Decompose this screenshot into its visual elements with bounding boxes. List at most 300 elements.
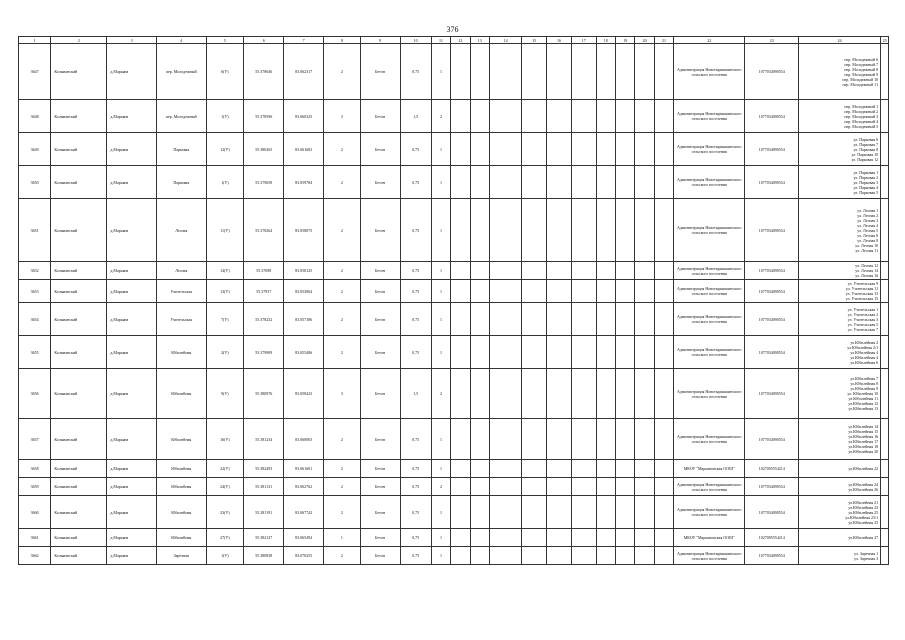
cell-inn: 1077034090554 [745, 280, 799, 303]
cell-empty [451, 419, 470, 460]
cell-c11: 1 [431, 460, 450, 478]
cell-settlement: д.Марьяна [107, 133, 157, 166]
cell-empty [451, 166, 470, 199]
cell-street: Парковая [156, 166, 206, 199]
cell-lon: 83.065494 [284, 529, 324, 547]
cell-empty [571, 166, 596, 199]
column-number-cell: 23 [745, 37, 799, 44]
cell-num: 3656 [19, 369, 51, 419]
cell-empty [470, 496, 489, 529]
cell-empty [489, 262, 521, 280]
cell-area: 0,75 [400, 547, 431, 565]
cell-num: 3661 [19, 529, 51, 547]
cell-empty [470, 460, 489, 478]
address-line: ул.Юбилейная 15 [848, 429, 879, 434]
cell-empty [616, 262, 635, 280]
cell-c8: 2 [324, 496, 361, 529]
address-line: ул. Лесная 12 [855, 263, 879, 268]
cell-empty [547, 303, 572, 336]
address-line: ул.Юбилейная 2 [850, 339, 879, 345]
cell-empty [616, 460, 635, 478]
cell-house: 11(У) [206, 199, 244, 262]
cell-street: Учительская [156, 303, 206, 336]
cell-lat: 55.378646 [244, 44, 284, 100]
cell-empty [451, 133, 470, 166]
cell-material: Бетон [360, 133, 400, 166]
cell-district: Колыванский [51, 336, 107, 369]
cell-district: Колыванский [51, 100, 107, 133]
cell-addresses [799, 44, 881, 100]
cell-num: 3657 [19, 419, 51, 460]
table-row [19, 280, 889, 303]
cell-owner: Администрация Новотырышкинского сельского поселения [674, 419, 745, 460]
address-line: ул. Учительская 1 [847, 306, 879, 312]
cell-empty [654, 478, 673, 496]
cell-empty [616, 100, 635, 133]
cell-lat: 55.379658 [244, 166, 284, 199]
cell-c8: 2 [324, 419, 361, 460]
cell-lon: 83.057186 [284, 303, 324, 336]
table-row [19, 133, 889, 166]
column-number-cell: 20 [635, 37, 654, 44]
cell-empty [571, 419, 596, 460]
cell-empty [489, 419, 521, 460]
address-line: ул. Лесная 5 [857, 227, 879, 233]
cell-lat: 55.380838 [244, 547, 284, 565]
cell-c8: 2 [324, 166, 361, 199]
cell-empty [616, 44, 635, 100]
cell-empty [596, 478, 615, 496]
column-number-cell: 11 [431, 37, 450, 44]
cell-lat: 55.37698 [244, 262, 284, 280]
cell-district: Колыванский [51, 460, 107, 478]
cell-addresses [799, 496, 881, 529]
cell-district: Колыванский [51, 199, 107, 262]
cell-area: 1,5 [400, 369, 431, 419]
cell-addresses [799, 336, 881, 369]
cell-material: Бетон [360, 460, 400, 478]
cell-empty [881, 460, 889, 478]
cell-lon: 83.061601 [284, 460, 324, 478]
cell-empty [881, 336, 889, 369]
cell-num: 3649 [19, 133, 51, 166]
cell-empty [547, 336, 572, 369]
table-row [19, 166, 889, 199]
registry-table [18, 36, 889, 565]
address-line: ул. Лесная 8 [857, 237, 879, 243]
cell-inn: 1077034090554 [745, 199, 799, 262]
cell-street: Учительская [156, 280, 206, 303]
cell-owner: Администрация Новотырышкинского сельского поселения [674, 496, 745, 529]
address-line: ул.Юбилейная 25 [848, 519, 879, 525]
address-line: ул.Юбилейная 4 [850, 354, 879, 360]
cell-lon: 83.060325 [284, 100, 324, 133]
address-line: ул. Лесная 16 [855, 273, 879, 278]
cell-owner: Администрация Новотырышкинского сельского поселения [674, 44, 745, 100]
cell-empty [596, 496, 615, 529]
cell-inn: 1077034090554 [745, 262, 799, 280]
cell-district: Колыванский [51, 303, 107, 336]
cell-c8: 2 [324, 336, 361, 369]
cell-material: Бетон [360, 280, 400, 303]
cell-num: 3652 [19, 262, 51, 280]
cell-addresses [799, 100, 881, 133]
cell-empty [596, 303, 615, 336]
cell-empty [616, 303, 635, 336]
cell-empty [522, 547, 547, 565]
cell-empty [635, 303, 654, 336]
cell-empty [522, 44, 547, 100]
cell-district: Колыванский [51, 478, 107, 496]
cell-empty [616, 496, 635, 529]
cell-street: Заречная [156, 547, 206, 565]
cell-empty [470, 262, 489, 280]
cell-empty [616, 547, 635, 565]
cell-addresses [799, 529, 881, 547]
address-line: пер. Молодежный 5 [844, 123, 879, 129]
page-number: 376 [446, 25, 459, 34]
address-line: ул. Учительская 7 [847, 326, 879, 332]
address-line: пер. Молодежный 2 [844, 108, 879, 114]
cell-settlement: д.Марьяна [107, 199, 157, 262]
cell-empty [547, 280, 572, 303]
cell-empty [451, 460, 470, 478]
cell-empty [596, 100, 615, 133]
address-line: ул.Юбилейная 7 [850, 376, 879, 381]
address-line: ул. Парковая 5 [853, 189, 879, 195]
cell-house: 13(У) [206, 280, 244, 303]
cell-empty [881, 262, 889, 280]
cell-owner: МКОУ "Марьяновская ООШ" [674, 460, 745, 478]
cell-house: 23(У) [206, 496, 244, 529]
cell-num: 3653 [19, 280, 51, 303]
cell-district: Колыванский [51, 496, 107, 529]
cell-material: Бетон [360, 100, 400, 133]
cell-empty [571, 133, 596, 166]
column-number-cell: 10 [400, 37, 431, 44]
cell-c11: 1 [431, 44, 450, 100]
cell-empty [522, 199, 547, 262]
cell-empty [654, 336, 673, 369]
cell-lat: 55.378264 [244, 199, 284, 262]
cell-street: пер. Молодежный [156, 44, 206, 100]
address-line: пер. Молодежный 1 [844, 103, 879, 109]
cell-num: 3648 [19, 100, 51, 133]
cell-inn: 1077034090554 [745, 419, 799, 460]
address-line: ул. Учительская 15 [845, 296, 879, 301]
table-row [19, 460, 889, 478]
cell-empty [522, 478, 547, 496]
cell-c8: 2 [324, 199, 361, 262]
column-number-cell: 24 [799, 37, 881, 44]
cell-empty [547, 100, 572, 133]
column-number-cell: 13 [470, 37, 489, 44]
cell-empty [654, 280, 673, 303]
cell-district: Колыванский [51, 44, 107, 100]
cell-area: 1,5 [400, 100, 431, 133]
cell-area: 0,75 [400, 478, 431, 496]
cell-empty [881, 547, 889, 565]
cell-empty [571, 460, 596, 478]
cell-empty [635, 460, 654, 478]
cell-lat: 55.379909 [244, 336, 284, 369]
address-line: ул. Учительская 2 [847, 311, 879, 317]
address-line: ул. Лесная 11 [855, 247, 879, 253]
cell-empty [489, 547, 521, 565]
cell-empty [470, 303, 489, 336]
address-line: ул. Лесная 4 [857, 222, 879, 228]
cell-empty [547, 166, 572, 199]
cell-num: 3650 [19, 166, 51, 199]
address-line: ул.Юбилейная 20 [848, 449, 879, 454]
cell-empty [489, 529, 521, 547]
cell-empty [571, 496, 596, 529]
cell-c8: 3 [324, 100, 361, 133]
cell-empty [489, 199, 521, 262]
cell-num: 3662 [19, 547, 51, 565]
table-row [19, 478, 889, 496]
cell-empty [881, 529, 889, 547]
cell-empty [470, 419, 489, 460]
address-line: ул. Парковая 3 [853, 179, 879, 185]
cell-inn: 1077034090554 [745, 100, 799, 133]
address-line: пер. Молодежный 11 [842, 81, 879, 87]
cell-c11: 1 [431, 303, 450, 336]
address-line: ул. Учительская 13 [845, 291, 879, 296]
cell-empty [489, 100, 521, 133]
address-line: ул.Юбилейная 13 [848, 406, 879, 411]
column-number-cell: 5 [206, 37, 244, 44]
address-line: ул. Заречная 1 [854, 550, 879, 556]
cell-lon: 83.062762 [284, 478, 324, 496]
cell-owner: Администрация Новотырышкинского сельского поселения [674, 199, 745, 262]
column-number-cell: 18 [596, 37, 615, 44]
cell-empty [654, 460, 673, 478]
cell-empty [881, 133, 889, 166]
cell-area: 0,75 [400, 303, 431, 336]
cell-empty [635, 133, 654, 166]
cell-empty [547, 133, 572, 166]
cell-c11: 1 [431, 133, 450, 166]
cell-empty [596, 44, 615, 100]
cell-c8: 2 [324, 303, 361, 336]
cell-empty [616, 336, 635, 369]
cell-empty [881, 44, 889, 100]
address-line: ул.Юбилейная 22 [848, 466, 879, 471]
cell-addresses [799, 133, 881, 166]
cell-lat: 55.37937 [244, 280, 284, 303]
cell-empty [522, 336, 547, 369]
cell-empty [522, 133, 547, 166]
cell-area: 0,75 [400, 280, 431, 303]
cell-empty [451, 478, 470, 496]
address-line: ул.Юбилейная 24 [848, 481, 879, 487]
cell-lat: 55.381234 [244, 419, 284, 460]
cell-empty [881, 419, 889, 460]
cell-lon: 83.059784 [284, 166, 324, 199]
address-line: пер. Молодежный 10 [842, 76, 879, 82]
cell-owner: Администрация Новотырышкинского сельского поселения [674, 369, 745, 419]
cell-c11: 1 [431, 547, 450, 565]
cell-empty [571, 529, 596, 547]
cell-c8: 2 [324, 547, 361, 565]
cell-empty [547, 460, 572, 478]
cell-lon: 83.060003 [284, 419, 324, 460]
cell-area: 0,75 [400, 133, 431, 166]
cell-empty [654, 44, 673, 100]
cell-inn: 1077034090554 [745, 44, 799, 100]
cell-settlement: д.Марьяна [107, 336, 157, 369]
cell-empty [654, 369, 673, 419]
column-number-cell: 12 [451, 37, 470, 44]
cell-lon: 83.061682 [284, 133, 324, 166]
address-line: ул. Парковая 8 [853, 146, 879, 152]
address-line: ул. Лесная 2 [857, 212, 879, 218]
cell-empty [596, 529, 615, 547]
cell-empty [547, 44, 572, 100]
cell-addresses [799, 303, 881, 336]
cell-addresses [799, 547, 881, 565]
cell-owner: МКОУ "Марьяновская ООШ" [674, 529, 745, 547]
cell-district: Колыванский [51, 547, 107, 565]
cell-empty [522, 303, 547, 336]
cell-house: 9(У) [206, 369, 244, 419]
cell-empty [571, 44, 596, 100]
table-row [19, 336, 889, 369]
cell-num: 3660 [19, 496, 51, 529]
cell-empty [489, 496, 521, 529]
cell-empty [470, 166, 489, 199]
cell-district: Колыванский [51, 529, 107, 547]
cell-house: 2(У) [206, 336, 244, 369]
cell-empty [881, 166, 889, 199]
column-number-cell: 4 [156, 37, 206, 44]
table-row [19, 44, 889, 100]
cell-area: 0,75 [400, 199, 431, 262]
column-number-cell: 21 [654, 37, 673, 44]
cell-empty [522, 262, 547, 280]
cell-empty [547, 529, 572, 547]
column-number-cell: 16 [547, 37, 572, 44]
cell-c8: 3 [324, 369, 361, 419]
address-line: ул. Лесная 10 [855, 242, 879, 248]
cell-empty [451, 369, 470, 419]
cell-empty [470, 133, 489, 166]
column-number-cell: 3 [107, 37, 157, 44]
address-line: ул.Юбилейная 9 [850, 386, 879, 391]
cell-c8: 2 [324, 478, 361, 496]
cell-material: Бетон [360, 369, 400, 419]
cell-empty [881, 496, 889, 529]
column-number-cell: 9 [360, 37, 400, 44]
column-number-cell: 8 [324, 37, 361, 44]
address-line: ул.Юбилейная 25 [848, 509, 879, 515]
cell-inn: 1027005554214 [745, 529, 799, 547]
column-number-cell: 22 [674, 37, 745, 44]
cell-street: Парковая [156, 133, 206, 166]
cell-house: 7(У) [206, 303, 244, 336]
cell-material: Бетон [360, 496, 400, 529]
address-line: пер. Молодежный 8 [844, 66, 879, 72]
column-number-cell: 6 [244, 37, 284, 44]
cell-empty [451, 280, 470, 303]
cell-c11: 1 [431, 419, 450, 460]
address-line: ул. Учительская 11 [845, 286, 879, 291]
cell-empty [654, 262, 673, 280]
cell-owner: Администрация Новотырышкинского сельского поселения [674, 547, 745, 565]
cell-inn: 1027005554214 [745, 460, 799, 478]
cell-house: 12(У) [206, 133, 244, 166]
cell-lon: 83.058125 [284, 262, 324, 280]
address-line: ул.Юбилейная 17 [848, 439, 879, 444]
cell-area: 0,75 [400, 44, 431, 100]
cell-num: 3651 [19, 199, 51, 262]
cell-num: 3658 [19, 460, 51, 478]
cell-settlement: д.Марьяна [107, 547, 157, 565]
cell-c8: 2 [324, 280, 361, 303]
address-line: ул. Парковая 4 [853, 184, 879, 190]
cell-empty [596, 336, 615, 369]
cell-addresses [799, 280, 881, 303]
cell-empty [654, 496, 673, 529]
cell-empty [489, 478, 521, 496]
cell-empty [654, 529, 673, 547]
cell-empty [635, 369, 654, 419]
cell-empty [489, 336, 521, 369]
cell-settlement: д.Марьяна [107, 262, 157, 280]
cell-lat: 55.378596 [244, 100, 284, 133]
cell-empty [635, 419, 654, 460]
cell-num: 3655 [19, 336, 51, 369]
cell-empty [596, 547, 615, 565]
cell-street: Лесная [156, 199, 206, 262]
cell-settlement: д.Марьяна [107, 460, 157, 478]
cell-material: Бетон [360, 547, 400, 565]
cell-material: Бетон [360, 166, 400, 199]
cell-inn: 1077034090554 [745, 303, 799, 336]
cell-empty [596, 369, 615, 419]
cell-empty [522, 280, 547, 303]
cell-empty [522, 496, 547, 529]
address-line: пер. Молодежный 7 [844, 61, 879, 67]
address-line: ул.Юбилейная 26 [848, 486, 879, 492]
cell-area: 0,75 [400, 419, 431, 460]
cell-lat: 55.382127 [244, 529, 284, 547]
cell-empty [881, 199, 889, 262]
cell-settlement: д.Марьяна [107, 369, 157, 419]
cell-empty [635, 199, 654, 262]
cell-empty [489, 280, 521, 303]
cell-empty [654, 199, 673, 262]
cell-empty [596, 262, 615, 280]
cell-empty [654, 100, 673, 133]
cell-house: 1(У) [206, 100, 244, 133]
cell-empty [470, 199, 489, 262]
cell-empty [451, 199, 470, 262]
address-line: пер. Молодежный 3 [844, 113, 879, 119]
cell-owner: Администрация Новотырышкинского сельского поселения [674, 166, 745, 199]
cell-addresses [799, 478, 881, 496]
address-line: пер. Молодежный 6 [844, 56, 879, 62]
cell-street: Юбилейная [156, 419, 206, 460]
cell-material: Бетон [360, 336, 400, 369]
cell-area: 0,75 [400, 529, 431, 547]
cell-empty [881, 303, 889, 336]
cell-empty [522, 419, 547, 460]
cell-empty [635, 336, 654, 369]
cell-lon: 83.053064 [284, 280, 324, 303]
cell-owner: Администрация Новотырышкинского сельского поселения [674, 303, 745, 336]
